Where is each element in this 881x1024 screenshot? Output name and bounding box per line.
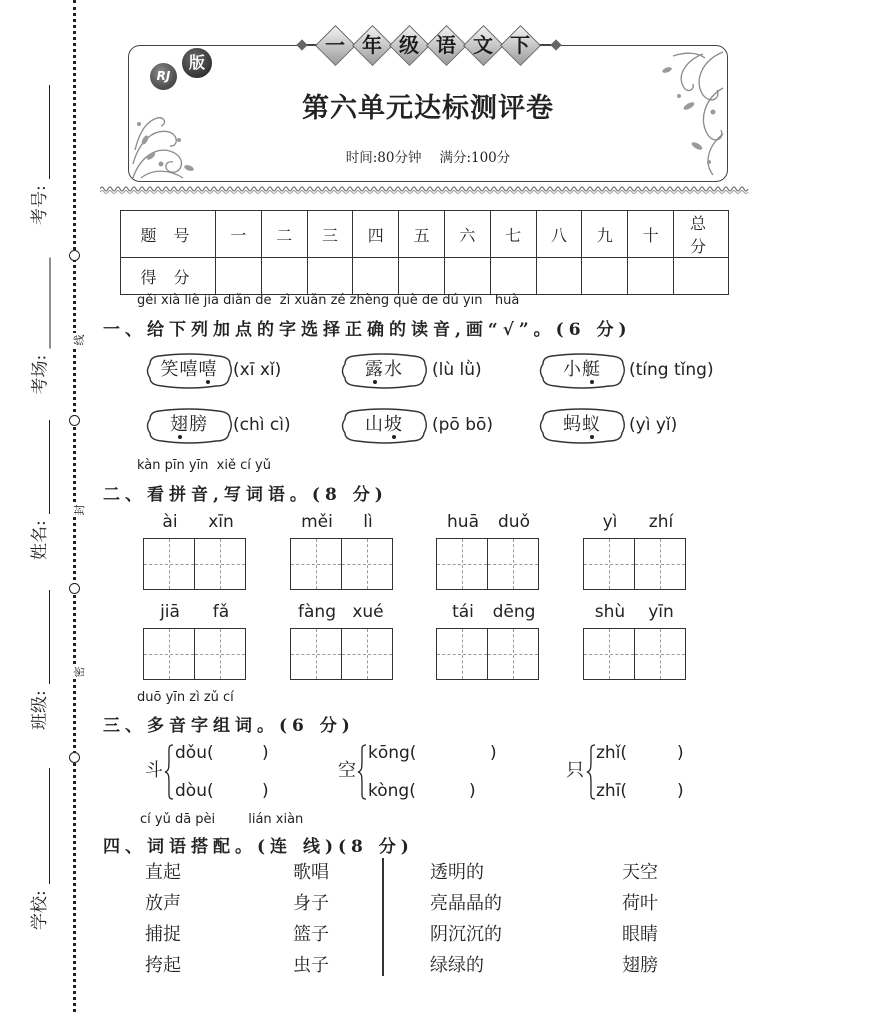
square-pinyin: jiā [160,602,180,622]
match-word: 虫子 [293,955,329,976]
reading-label: dǒu( [175,743,214,763]
match-word: 阴沉沉的 [430,924,502,945]
polyphone-char: 斗 [145,760,163,781]
polyphone-char: 只 [566,760,584,781]
banner-char: 语 [427,26,465,64]
q2-pinyin: kàn pīn yīn xiě cí yǔ [137,458,271,473]
match-word: 眼睛 [622,924,658,945]
q3-pinyin: duō yīn zì zǔ cí [137,690,234,705]
word-bubble [145,407,233,445]
column-label: 三 [307,211,353,258]
square-pinyin: měi [301,512,333,532]
field-label: 考号: [30,185,50,225]
seal-mark-xian: 线 [73,334,86,346]
score-cell [307,258,353,295]
field-label: 班级: [30,690,50,730]
match-word: 放声 [145,893,181,914]
close-paren: ) [262,743,269,763]
seal-ring [69,752,80,763]
pinyin-options: (tíng tǐng) [629,360,714,380]
banner-char: 下 [501,26,539,64]
writing-square [143,512,195,590]
reading-label: zhī( [596,781,628,801]
reading-label: zhǐ( [596,743,628,763]
square-pinyin: xué [352,602,384,622]
score-cell [628,258,674,295]
word-char: 膀 [189,414,208,435]
dotted-char: 翅 [170,414,189,435]
word-char: 小 [563,359,582,380]
banner-char: 一 [316,26,354,64]
column-label: 二 [261,211,307,258]
writing-square [194,602,246,680]
writing-square [487,602,539,680]
pinyin-options: (lù lǜ) [432,360,482,380]
pinyin-options: (yì yǐ) [629,415,678,435]
dotted-char: 蚁 [582,414,601,435]
match-word: 天空 [622,862,658,883]
field-label: 姓名: [30,520,50,560]
word-char: 山 [365,414,384,435]
polyphone-char: 空 [338,760,356,781]
close-paren: ) [490,743,497,763]
dotted-char: 嘻 [198,359,218,380]
writing-square [290,602,342,680]
field-blank [31,590,50,684]
close-paren: ) [677,781,684,801]
match-word: 绿绿的 [430,955,484,976]
q1-heading: 一、给下列加点的字选择正确的读音,画“√”。(6 分) [103,320,632,340]
class-field [30,590,50,730]
word-bubble [340,352,428,390]
match-word: 歌唱 [293,862,329,883]
banner-char: 级 [390,26,428,64]
square-pinyin: zhí [648,512,674,532]
column-label: 四 [353,211,399,258]
close-paren: ) [469,781,476,801]
field-label: 考场: [30,354,51,395]
column-label: 七 [490,211,536,258]
pinyin-options: (chì cì) [233,415,291,435]
square-pinyin: tái [452,602,474,622]
dotted-char: 艇 [582,359,601,380]
exam-title: 第六单元达标测评卷 [302,93,554,124]
writing-square [634,602,686,680]
word-bubble [538,352,626,390]
word-char: 蚂 [563,414,582,435]
brace-icon [164,744,174,800]
wavy-divider [100,184,752,196]
reading-label: dòu( [175,781,214,801]
match-word: 篮子 [293,924,329,945]
score-cell [490,258,536,295]
question-number-label: 题 号 [121,211,216,258]
brace-icon [357,744,367,800]
score-cell [399,258,445,295]
banner-char: 年 [353,26,391,64]
banner-char: 文 [464,26,502,64]
match-word: 荷叶 [622,893,658,914]
writing-square [583,512,635,590]
square-pinyin: yīn [648,602,674,622]
writing-square [487,512,539,590]
bubble-word [340,352,428,388]
square-pinyin: huā [447,512,479,532]
square-pinyin: fàng [298,602,336,622]
word-char: 嘻 [179,359,199,380]
brace-icon [586,744,596,800]
match-word: 透明的 [430,862,484,883]
q2-heading: 二、看拼音,写词语。(8 分) [103,485,388,505]
edition-badge: RJ [150,63,177,90]
reading-label: kòng( [368,781,416,801]
square-pinyin: shù [594,602,626,622]
column-label: 九 [582,211,628,258]
seal-ring [69,583,80,594]
bubble-word [340,407,428,443]
column-label: 六 [444,211,490,258]
dotted-char: 露 [365,359,384,380]
dotted-char: 坡 [384,414,403,435]
match-column-adjectives [430,857,502,981]
match-word: 捕捉 [145,924,181,945]
seal-ring [69,415,80,426]
writing-square [436,602,488,680]
close-paren: ) [262,781,269,801]
reading-label: kōng( [368,743,417,763]
name-field [30,420,50,560]
pinyin-options: (pō bō) [432,415,494,435]
score-cell [582,258,628,295]
q4-heading: 四、词语搭配。(连 线)(8 分) [103,837,414,857]
square-pinyin: ài [162,512,178,532]
match-word: 亮晶晶的 [430,893,502,914]
q4-pinyin: cí yǔ dā pèi lián xiàn [140,812,304,827]
square-pinyin: xīn [208,512,234,532]
score-cell [261,258,307,295]
bubble-word [538,407,626,443]
writing-square [341,512,393,590]
exam-time: 时间:80分钟 [345,150,422,166]
field-blank [31,85,50,179]
word-char: 水 [384,359,403,380]
word-bubble [538,407,626,445]
word-char: 笑 [160,359,180,380]
header-box [128,45,728,182]
writing-square [194,512,246,590]
seal-mark-feng: 封 [73,504,86,516]
word-bubble [145,352,233,390]
bubble-word [145,352,233,388]
bubble-word [538,352,626,388]
exam-info [129,146,727,166]
square-pinyin: duǒ [498,512,530,532]
exam-number-field [30,85,50,225]
column-label: 五 [399,211,445,258]
score-cell [536,258,582,295]
match-column-verbs [145,857,181,981]
square-pinyin: dēng [492,602,536,622]
column-label: 一 [216,211,262,258]
seal-mark-mi: 密 [73,666,86,678]
writing-square [143,602,195,680]
score-cell [353,258,399,295]
writing-square [634,512,686,590]
score-cell [673,258,728,295]
exam-full-score: 满分:100分 [439,150,511,166]
match-word: 直起 [145,862,181,883]
edition-suffix-badge: 版 [181,47,213,79]
seal-ring [69,250,80,261]
exam-room-field [31,258,51,395]
score-cell [444,258,490,295]
field-blank [31,768,50,884]
writing-square [341,602,393,680]
writing-square [290,512,342,590]
score-cell [216,258,262,295]
score-label: 得 分 [121,258,216,295]
bubble-word [145,407,233,443]
writing-square [436,512,488,590]
field-blank [31,420,50,514]
field-blank [32,258,51,349]
pinyin-options: (xī xǐ) [233,360,282,380]
field-label: 学校: [30,890,50,930]
q1-pinyin: gěi xià liè jiā diǎn de zì xuǎn zé zhèng què de dú yīn huà [137,293,520,308]
square-pinyin: fǎ [212,602,230,622]
match-divider [382,858,384,976]
match-column-nouns [622,857,658,981]
school-field [30,768,50,930]
close-paren: ) [677,743,684,763]
score-table [120,210,729,295]
column-label: 十 [628,211,674,258]
square-pinyin: yì [602,512,618,532]
match-word: 挎起 [145,955,181,976]
match-column-objects [293,857,329,981]
word-bubble [340,407,428,445]
writing-square [583,602,635,680]
square-pinyin: lì [363,512,373,532]
match-word: 身子 [293,893,329,914]
total-score-label: 总 分 [673,211,728,258]
match-word: 翅膀 [622,955,658,976]
q3-heading: 三、多音字组词。(6 分) [103,716,355,736]
column-label: 八 [536,211,582,258]
